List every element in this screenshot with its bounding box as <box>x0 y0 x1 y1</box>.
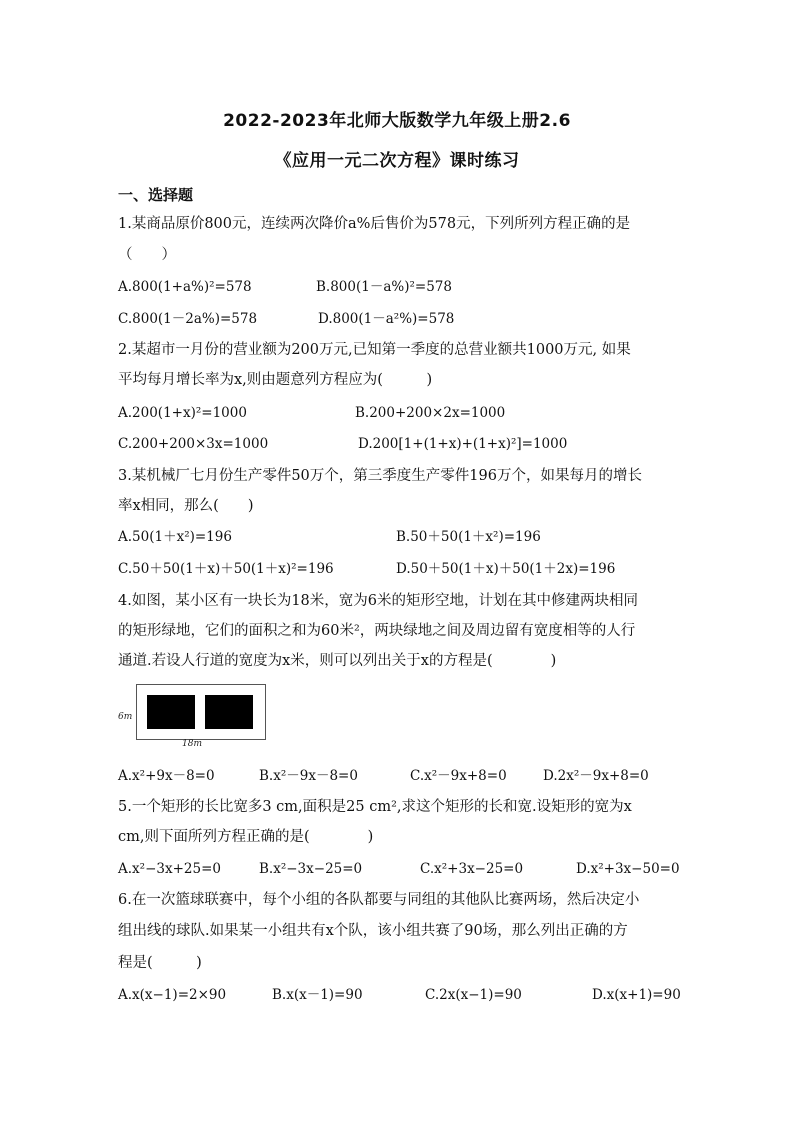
question-3-option-c: C.50＋50(1＋x)＋50(1＋x)²=196 <box>118 561 334 577</box>
green-plot-right <box>205 695 253 729</box>
question-1-option-b: B.800(1－a%)²=578 <box>316 279 452 295</box>
question-6-line-1: 6.在一次篮球联赛中，每个小组的各队都要与同组的其他队比赛两场，然后决定小 <box>118 892 640 908</box>
question-3-option-b: B.50＋50(1＋x²)=196 <box>396 529 541 545</box>
question-6-option-b: B.x(x－1)=90 <box>272 987 363 1003</box>
question-5-option-c: C.x²+3x−25=0 <box>420 861 524 877</box>
question-5-line-1: 5.一个矩形的长比宽多3 cm,面积是25 cm²,求这个矩形的长和宽.设矩形的宽为x <box>118 799 632 815</box>
document-title: 2022-2023年北师大版数学九年级上册2.6 <box>223 111 571 131</box>
question-6-option-c: C.2x(x−1)=90 <box>425 987 522 1003</box>
question-6-line-2: 组出线的球队.如果某一小组共有x个队，该小组共赛了90场，那么列出正确的方 <box>118 923 628 939</box>
question-5-option-a: A.x²−3x+25=0 <box>118 861 221 877</box>
figure-outer-rectangle <box>136 684 266 740</box>
question-1-line-2: （ ） <box>118 247 176 263</box>
question-6-option-a: A.x(x−1)=2×90 <box>118 987 227 1003</box>
question-2-option-d: D.200[1+(1+x)+(1+x)²]=1000 <box>358 436 568 452</box>
question-3-line-2: 率x相同，那么( ) <box>118 498 254 514</box>
question-3-line-1: 3.某机械厂七月份生产零件50万个，第三季度生产零件196万个，如果每月的增长 <box>118 468 642 484</box>
question-5-option-b: B.x²−3x−25=0 <box>259 861 363 877</box>
document-subtitle: 《应用一元二次方程》课时练习 <box>274 151 520 171</box>
section-heading: 一、选择题 <box>118 186 194 204</box>
question-1-option-d: D.800(1－a²%)=578 <box>318 311 455 327</box>
question-5-line-2: cm,则下面所列方程正确的是( ) <box>118 829 374 845</box>
green-plot-left <box>147 695 195 729</box>
question-4-option-b: B.x²－9x－8=0 <box>259 768 358 784</box>
question-2-line-2: 平均每月增长率为x,则由题意列方程应为( ) <box>118 372 433 388</box>
question-4-figure <box>118 682 268 748</box>
figure-width-label: 6m <box>118 712 133 722</box>
question-1-option-a: A.800(1+a%)²=578 <box>118 279 252 295</box>
question-6-line-3: 程是( ) <box>118 955 202 971</box>
question-3-option-a: A.50(1＋x²)=196 <box>118 529 232 545</box>
question-4-line-2: 的矩形绿地，它们的面积之和为60米²，两块绿地之间及周边留有宽度相等的人行 <box>118 623 636 639</box>
question-2-option-a: A.200(1+x)²=1000 <box>118 405 247 421</box>
question-4-option-a: A.x²+9x－8=0 <box>118 768 215 784</box>
question-5-option-d: D.x²+3x−50=0 <box>576 861 680 877</box>
figure-length-label: 18m <box>182 739 202 749</box>
question-3-option-d: D.50＋50(1＋x)＋50(1＋2x)=196 <box>396 561 616 577</box>
question-6-option-d: D.x(x+1)=90 <box>592 987 681 1003</box>
question-4-line-1: 4.如图，某小区有一块长为18米，宽为6米的矩形空地，计划在其中修建两块相同 <box>118 593 639 609</box>
question-2-option-b: B.200+200×2x=1000 <box>355 405 506 421</box>
question-4-option-d: D.2x²－9x+8=0 <box>543 768 649 784</box>
question-4-line-3: 通道.若设人行道的宽度为x米，则可以列出关于x的方程是( ) <box>118 653 557 669</box>
question-1-line-1: 1.某商品原价800元，连续两次降价a%后售价为578元，下列所列方程正确的是 <box>118 216 631 232</box>
question-4-option-c: C.x²－9x+8=0 <box>410 768 507 784</box>
question-2-option-c: C.200+200×3x=1000 <box>118 436 269 452</box>
question-1-option-c: C.800(1－2a%)=578 <box>118 311 258 327</box>
question-2-line-1: 2.某超市一月份的营业额为200万元,已知第一季度的总营业额共1000万元, 如果 <box>118 342 631 358</box>
